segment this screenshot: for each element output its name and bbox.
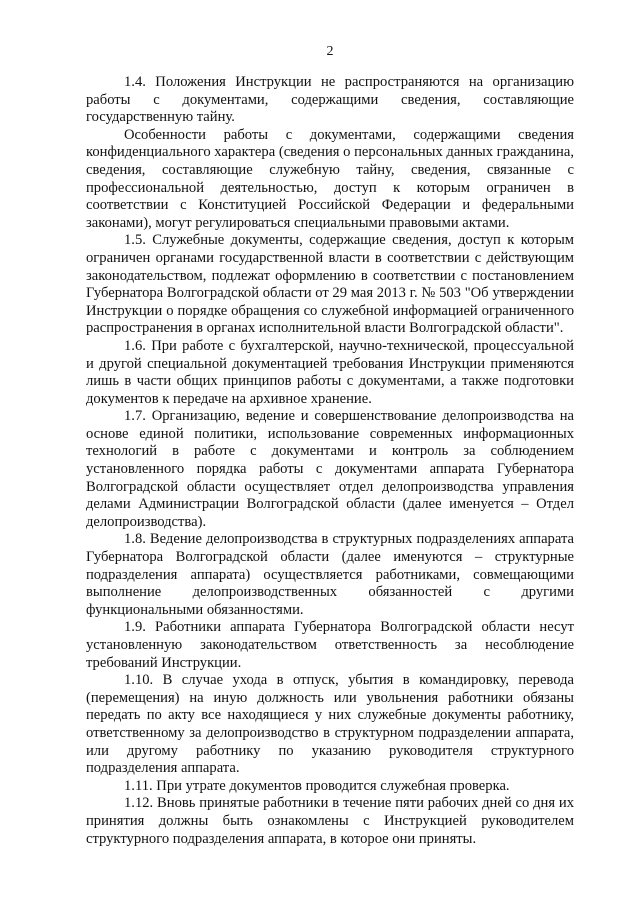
paragraph-1-12: 1.12. Вновь принятые работники в течение пяти рабочих дней со дня их принятия должны быть ознакомлены с Инструкцией руководителем структурного подразделения аппарата, в которое они приняты.	[86, 795, 574, 847]
paragraph-1-8: 1.8. Ведение делопроизводства в структурных подразделениях аппарата Губернатора Волгоградской области (далее именуются – структурные подразделения аппарата) осуществляется работниками, совмещающими выполнение делопроизводственных обязанностей с другими функциональными обязанностями.	[86, 531, 574, 618]
paragraph-1-5: 1.5. Служебные документы, содержащие сведения, доступ к которым ограничен органами государственной власти в соответствии с действующим законодательством, подлежат оформлению в соответствии с постановлением Губернатора Волгоградской области от 29 мая 2013 г. № 503 "Об утверждении Инструкции о порядке обращения со служебной информацией ограниченного распространения в органах исполнительной власти Волгоградской области".	[86, 232, 574, 337]
paragraph-confidential-features: Особенности работы с документами, содержащими сведения конфиденциального характера (сведения о персональных данных гражданина, сведения, составляющие служебную тайну, сведения, связанные с профессиональной деятельностью, доступ к которым ограничен в соответствии с Конституцией Российской Федерации и федеральными законами), могут регулироваться специальными правовыми актами.	[86, 126, 574, 231]
paragraph-1-4: 1.4. Положения Инструкции не распространяются на организацию работы с документами, содержащими сведения, составляющие государственную тайну.	[86, 74, 574, 126]
paragraph-1-6: 1.6. При работе с бухгалтерской, научно-технической, процессуальной и другой специальной документацией требования Инструкции применяются лишь в части общих принципов работы с документами, а также подготовки документов к передаче на архивное хранение.	[86, 337, 574, 407]
paragraph-1-10: 1.10. В случае ухода в отпуск, убытия в командировку, перевода (перемещения) на иную должность или увольнения работники обязаны передать по акту все находящиеся у них служебные документы работнику, ответственному за делопроизводство в структурном подразделении аппарата, или другому работнику по указанию руководителя структурного подразделения аппарата.	[86, 672, 574, 777]
paragraph-1-9: 1.9. Работники аппарата Губернатора Волгоградской области несут установленную законодательством ответственность за несоблюдение требований Инструкции.	[86, 619, 574, 671]
page-number: 2	[326, 44, 334, 59]
paragraph-1-11: 1.11. При утрате документов проводится служебная проверка.	[124, 777, 510, 794]
paragraph-1-7: 1.7. Организацию, ведение и совершенствование делопроизводства на основе единой политики, использование современных информационных технологий в работе с документами и контроль за соблюдением установленного порядка работы с документами аппарата Губернатора Волгоградской области осуществляет отдел делопроизводства управления делами Администрации Волгоградской области (далее именуется – Отдел делопроизводства).	[86, 408, 574, 530]
